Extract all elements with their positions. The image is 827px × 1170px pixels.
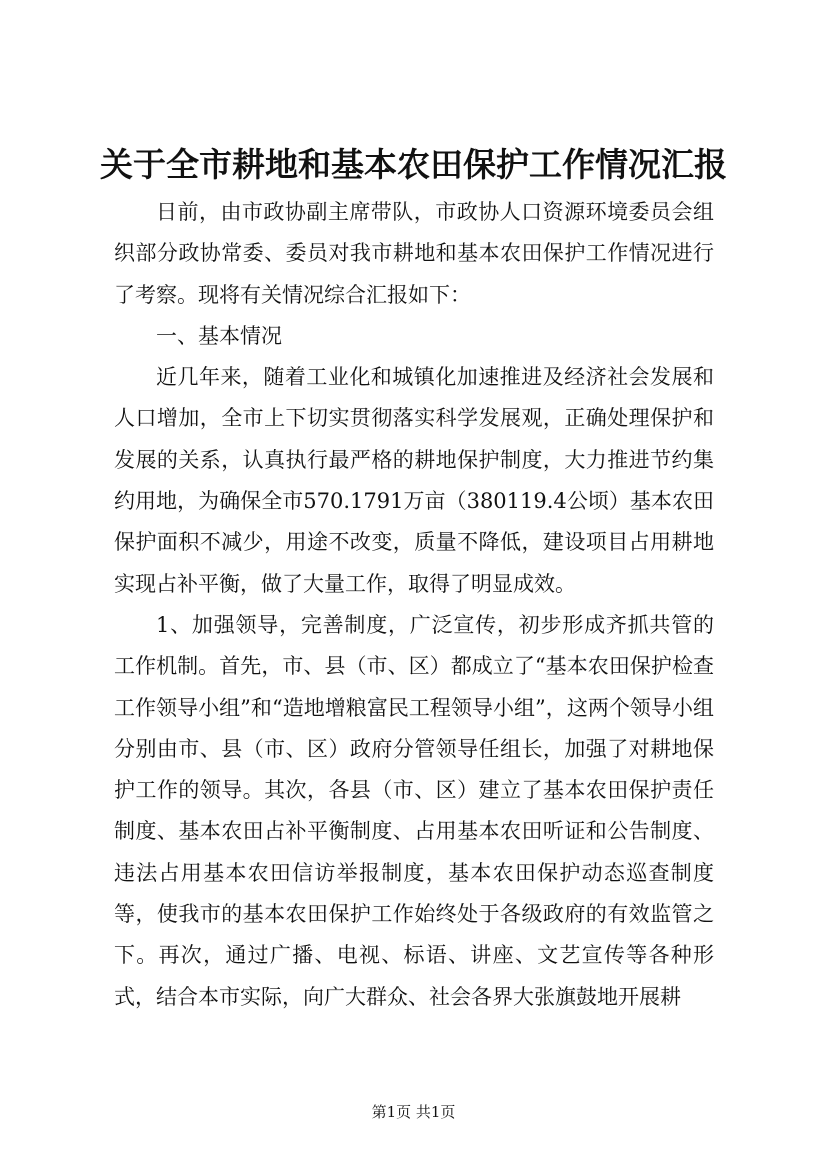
document-body	[114, 192, 714, 1018]
paragraph-intro: 日前，由市政协副主席带队，市政协人口资源环境委员会组织部分政协常委、委员对我市耕地和基本农田保护工作情况进行了考察。现将有关情况综合汇报如下：	[114, 200, 714, 307]
paragraph-item-1: 1、加强领导，完善制度，广泛宣传，初步形成齐抓共管的工作机制。首先，市、县（市、区）都成立了“基本农田保护检查工作领导小组”和“造地增粮富民工程领导小组”，这两个领导小组分别由市、县（市、区）政府分管领导任组长，加强了对耕地保护工作的领导。其次，各县（市、区）建立了基本农田保护责任制度、基本农田占补平衡制度、占用基本农田听证和公告制度、违法占用基本农田信访举报制度，基本农田保护动态巡查制度等，使我市的基本农田保护工作始终处于各级政府的有效监管之下。再次，通过广播、电视、标语、讲座、文艺宣传等各种形式，结合本市实际，向广大群众、社会各界大张旗鼓地开展耕	[114, 612, 714, 1009]
section-heading-basic-situation: 一、基本情况	[156, 323, 282, 348]
paragraph-overview: 近几年来，随着工业化和城镇化加速推进及经济社会发展和人口增加，全市上下切实贯彻落实科学发展观，正确处理保护和发展的关系，认真执行最严格的耕地保护制度，大力推进节约集约用地，为确保全市570.1791万亩（380119.4公顷）基本农田保护面积不减少，用途不改变，质量不降低，建设项目占用耕地实现占补平衡，做了大量工作，取得了明显成效。	[114, 365, 714, 596]
document-title: 关于全市耕地和基本农田保护工作情况汇报	[100, 145, 727, 184]
page-footer: 第1页 共1页	[371, 1103, 456, 1121]
